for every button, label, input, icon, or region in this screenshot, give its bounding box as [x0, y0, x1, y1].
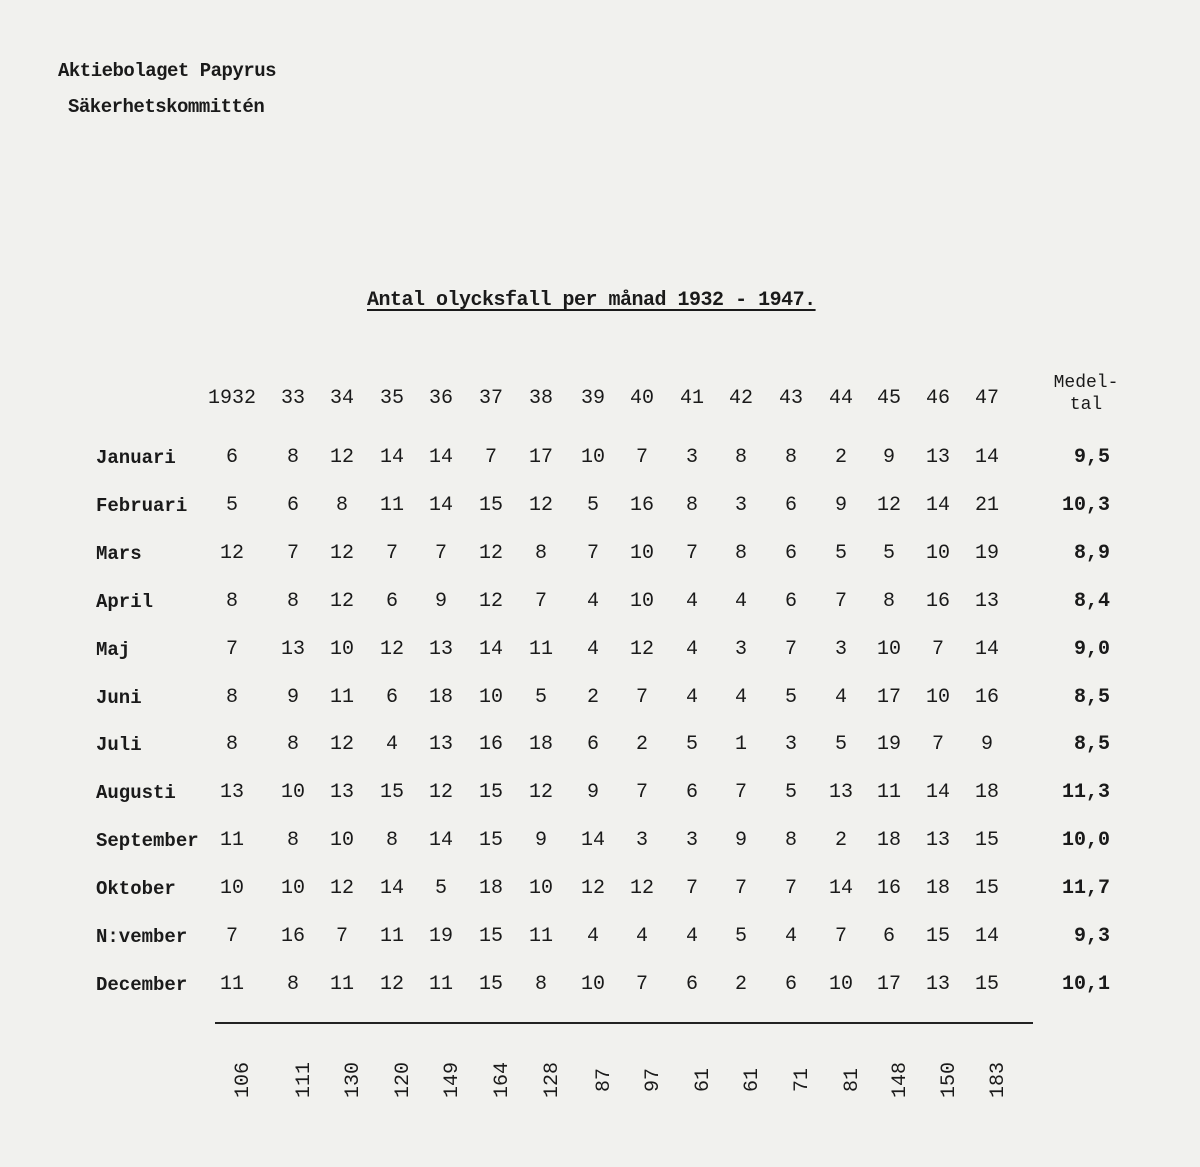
table-cell: 9	[286, 685, 300, 709]
table-cell: 11	[428, 972, 454, 996]
table-cell: 10	[478, 685, 504, 709]
table-cell: 15	[974, 972, 1000, 996]
table-cell: 12	[329, 877, 355, 901]
month-label: Februari	[96, 494, 188, 517]
month-label: Januari	[96, 447, 176, 469]
average-value: 8,9	[1073, 541, 1110, 565]
table-cell: 12	[580, 877, 606, 901]
table-cell: 7	[734, 877, 748, 901]
table-cell: 15	[478, 925, 504, 948]
table-cell: 6	[586, 733, 600, 757]
table-cell: 14	[974, 446, 1000, 469]
table-cell: 15	[974, 829, 1000, 853]
table-cell: 8	[286, 972, 300, 996]
table-cell: 16	[925, 589, 951, 613]
table-cell: 10	[925, 541, 951, 565]
table-cell: 14	[478, 637, 504, 661]
department-name: Säkerhetskommittén	[68, 96, 265, 118]
table-cell: 6	[685, 972, 699, 996]
month-label: December	[96, 973, 188, 996]
year-header: 34	[329, 387, 355, 410]
table-cell: 12	[379, 972, 405, 996]
table-cell: 12	[478, 589, 504, 613]
table-cell: 12	[219, 541, 245, 565]
table-cell: 7	[635, 781, 649, 805]
table-cell: 7	[784, 637, 798, 661]
column-total: 120	[392, 1061, 415, 1099]
table-cell: 12	[329, 541, 355, 565]
table-cell: 7	[635, 972, 649, 996]
table-cell: 6	[784, 972, 798, 996]
average-value: 9,3	[1073, 925, 1110, 948]
table-cell: 9	[434, 589, 448, 613]
table-cell: 5	[734, 925, 748, 948]
column-total: 111	[293, 1061, 316, 1099]
table-cell: 8	[225, 733, 239, 757]
column-total: 71	[791, 1067, 814, 1093]
month-label: April	[96, 590, 154, 613]
table-cell: 10	[629, 589, 655, 613]
table-cell: 10	[580, 446, 606, 469]
table-cell: 6	[784, 541, 798, 565]
month-label: Augusti	[96, 782, 176, 805]
table-cell: 4	[586, 589, 600, 613]
organization-name: Aktiebolaget Papyrus	[58, 60, 277, 82]
table-cell: 3	[734, 493, 748, 517]
table-cell: 3	[635, 829, 649, 853]
table-cell: 4	[586, 637, 600, 661]
table-cell: 12	[528, 493, 554, 517]
table-cell: 18	[428, 685, 454, 709]
table-cell: 7	[635, 446, 649, 469]
table-cell: 13	[329, 781, 355, 805]
table-cell: 18	[478, 877, 504, 901]
table-cell: 7	[484, 446, 498, 469]
table-cell: 8	[286, 829, 300, 853]
column-total: 164	[491, 1061, 514, 1099]
table-cell: 15	[478, 493, 504, 517]
table-cell: 10	[876, 637, 902, 661]
table-cell: 9	[586, 781, 600, 805]
column-total: 61	[741, 1067, 764, 1093]
table-cell: 8	[685, 493, 699, 517]
table-cell: 2	[586, 685, 600, 709]
table-cell: 16	[876, 877, 902, 901]
table-cell: 18	[925, 877, 951, 901]
average-value: 9,5	[1073, 446, 1110, 469]
table-cell: 5	[225, 493, 239, 517]
table-cell: 13	[925, 446, 951, 469]
table-cell: 16	[629, 493, 655, 517]
table-cell: 10	[280, 877, 306, 901]
table-cell: 10	[329, 637, 355, 661]
table-cell: 14	[428, 829, 454, 853]
table-cell: 9	[834, 493, 848, 517]
table-cell: 12	[428, 781, 454, 805]
table-cell: 8	[335, 493, 349, 517]
table-cell: 8	[286, 446, 300, 469]
table-cell: 15	[974, 877, 1000, 901]
table-cell: 15	[478, 972, 504, 996]
table-cell: 13	[925, 972, 951, 996]
table-cell: 14	[828, 877, 854, 901]
table-cell: 14	[974, 637, 1000, 661]
month-label: N:vember	[96, 926, 188, 948]
table-cell: 11	[528, 925, 554, 948]
table-cell: 7	[225, 637, 239, 661]
table-cell: 13	[925, 829, 951, 853]
table-cell: 13	[428, 733, 454, 757]
table-cell: 21	[974, 493, 1000, 517]
table-cell: 4	[784, 925, 798, 948]
table-cell: 11	[876, 781, 902, 805]
table-cell: 15	[478, 829, 504, 853]
table-cell: 7	[784, 877, 798, 901]
table-cell: 15	[925, 925, 951, 948]
table-cell: 4	[635, 925, 649, 948]
table-cell: 2	[834, 829, 848, 853]
table-cell: 11	[379, 493, 405, 517]
table-cell: 6	[385, 589, 399, 613]
table-cell: 10	[528, 877, 554, 901]
table-cell: 8	[225, 589, 239, 613]
table-cell: 8	[286, 733, 300, 757]
year-header: 44	[828, 387, 854, 410]
table-cell: 3	[834, 637, 848, 661]
table-cell: 6	[225, 446, 239, 469]
table-cell: 4	[685, 685, 699, 709]
table-cell: 3	[784, 733, 798, 757]
table-cell: 5	[784, 781, 798, 805]
table-cell: 19	[974, 541, 1000, 565]
year-header: 35	[379, 387, 405, 410]
table-cell: 12	[329, 589, 355, 613]
table-cell: 8	[734, 541, 748, 565]
table-cell: 4	[685, 637, 699, 661]
table-cell: 6	[385, 685, 399, 709]
table-cell: 13	[280, 637, 306, 661]
table-cell: 5	[834, 733, 848, 757]
table-cell: 8	[225, 685, 239, 709]
average-value: 8,5	[1073, 733, 1110, 757]
column-total: 106	[232, 1061, 255, 1099]
table-cell: 8	[286, 589, 300, 613]
year-header: 37	[478, 387, 504, 410]
table-cell: 19	[876, 733, 902, 757]
table-cell: 7	[335, 925, 349, 948]
table-cell: 7	[586, 541, 600, 565]
average-value: 10,1	[1061, 972, 1110, 996]
table-cell: 8	[534, 541, 548, 565]
table-cell: 14	[580, 829, 606, 853]
table-cell: 11	[219, 829, 245, 853]
table-cell: 7	[286, 541, 300, 565]
average-value: 11,7	[1061, 877, 1110, 901]
year-header: 42	[728, 387, 754, 410]
table-cell: 14	[925, 781, 951, 805]
table-cell: 12	[329, 733, 355, 757]
year-header: 40	[629, 387, 655, 410]
table-cell: 17	[528, 446, 554, 469]
table-cell: 15	[379, 781, 405, 805]
column-total: 97	[642, 1067, 665, 1093]
table-cell: 6	[784, 493, 798, 517]
year-header: 41	[679, 387, 705, 410]
average-value: 10,3	[1061, 493, 1110, 517]
year-header: 38	[528, 387, 554, 410]
table-cell: 3	[734, 637, 748, 661]
table-cell: 5	[586, 493, 600, 517]
column-total: 128	[541, 1061, 564, 1099]
table-cell: 14	[428, 493, 454, 517]
table-cell: 19	[428, 925, 454, 948]
table-cell: 2	[734, 972, 748, 996]
table-cell: 9	[980, 733, 994, 757]
table-cell: 12	[478, 541, 504, 565]
table-cell: 18	[876, 829, 902, 853]
table-cell: 9	[534, 829, 548, 853]
table-cell: 10	[329, 829, 355, 853]
table-cell: 6	[286, 493, 300, 517]
year-header: 1932	[207, 387, 257, 410]
table-cell: 1	[734, 733, 748, 757]
table-cell: 3	[685, 446, 699, 469]
table-cell: 18	[528, 733, 554, 757]
table-cell: 12	[629, 877, 655, 901]
year-header: 45	[876, 387, 902, 410]
table-cell: 12	[629, 637, 655, 661]
table-cell: 10	[219, 877, 245, 901]
year-header: 33	[280, 387, 306, 410]
column-total: 183	[987, 1061, 1010, 1099]
year-header: 43	[778, 387, 804, 410]
table-cell: 8	[784, 446, 798, 469]
table-cell: 4	[734, 589, 748, 613]
table-cell: 4	[385, 733, 399, 757]
table-cell: 8	[784, 829, 798, 853]
table-cell: 7	[834, 925, 848, 948]
table-cell: 12	[528, 781, 554, 805]
table-cell: 8	[882, 589, 896, 613]
table-cell: 18	[974, 781, 1000, 805]
column-total: 81	[841, 1067, 864, 1093]
table-cell: 14	[428, 446, 454, 469]
table-cell: 6	[882, 925, 896, 948]
table-cell: 7	[434, 541, 448, 565]
table-cell: 11	[329, 972, 355, 996]
table-cell: 14	[925, 493, 951, 517]
table-cell: 12	[379, 637, 405, 661]
table-cell: 7	[225, 925, 239, 948]
table-cell: 7	[931, 733, 945, 757]
table-cell: 16	[974, 685, 1000, 709]
year-header: 39	[580, 387, 606, 410]
column-total: 61	[692, 1067, 715, 1093]
table-cell: 10	[925, 685, 951, 709]
year-header: 36	[428, 387, 454, 410]
table-cell: 8	[385, 829, 399, 853]
table-cell: 12	[329, 446, 355, 469]
average-value: 8,5	[1073, 685, 1110, 709]
table-cell: 10	[580, 972, 606, 996]
table-cell: 8	[734, 446, 748, 469]
average-value: 9,0	[1073, 637, 1110, 661]
table-cell: 17	[876, 972, 902, 996]
table-cell: 4	[685, 589, 699, 613]
table-cell: 5	[784, 685, 798, 709]
table-cell: 16	[280, 925, 306, 948]
table-cell: 14	[379, 877, 405, 901]
column-total: 130	[342, 1061, 365, 1099]
document-title: Antal olycksfall per månad 1932 - 1947.	[367, 289, 816, 312]
totals-divider	[215, 1022, 1033, 1024]
table-cell: 13	[428, 637, 454, 661]
table-cell: 16	[478, 733, 504, 757]
table-cell: 7	[931, 637, 945, 661]
table-cell: 7	[834, 589, 848, 613]
table-cell: 5	[534, 685, 548, 709]
month-label: Maj	[96, 638, 131, 661]
month-label: Juli	[96, 734, 142, 757]
table-cell: 2	[635, 733, 649, 757]
table-cell: 10	[280, 781, 306, 805]
average-value: 8,4	[1073, 589, 1110, 613]
table-cell: 14	[974, 925, 1000, 948]
table-cell: 14	[379, 446, 405, 469]
table-cell: 6	[784, 589, 798, 613]
table-cell: 17	[876, 685, 902, 709]
table-cell: 15	[478, 781, 504, 805]
table-cell: 9	[734, 829, 748, 853]
month-label: Juni	[96, 686, 142, 709]
column-total: 150	[938, 1061, 961, 1099]
table-cell: 13	[974, 589, 1000, 613]
month-label: Mars	[96, 542, 142, 565]
average-header: Medel- tal	[1053, 373, 1119, 415]
table-cell: 13	[828, 781, 854, 805]
table-cell: 5	[434, 877, 448, 901]
table-cell: 4	[586, 925, 600, 948]
table-cell: 11	[329, 685, 355, 709]
column-total: 149	[441, 1061, 464, 1099]
table-cell: 13	[219, 781, 245, 805]
table-cell: 9	[882, 446, 896, 469]
table-cell: 4	[685, 925, 699, 948]
table-cell: 2	[834, 446, 848, 469]
table-cell: 5	[882, 541, 896, 565]
column-total: 148	[889, 1061, 912, 1099]
table-cell: 5	[834, 541, 848, 565]
table-cell: 4	[734, 685, 748, 709]
table-cell: 5	[685, 733, 699, 757]
column-total: 87	[593, 1067, 616, 1093]
table-cell: 7	[635, 685, 649, 709]
table-cell: 7	[534, 589, 548, 613]
table-cell: 7	[685, 877, 699, 901]
table-cell: 11	[379, 925, 405, 948]
average-value: 11,3	[1061, 781, 1110, 805]
table-cell: 6	[685, 781, 699, 805]
table-cell: 7	[685, 541, 699, 565]
month-label: Oktober	[96, 878, 176, 901]
table-cell: 3	[685, 829, 699, 853]
month-label: September	[96, 830, 199, 853]
table-cell: 11	[528, 637, 554, 661]
table-cell: 10	[629, 541, 655, 565]
year-header: 47	[974, 387, 1000, 410]
table-cell: 7	[734, 781, 748, 805]
table-cell: 7	[385, 541, 399, 565]
table-cell: 8	[534, 972, 548, 996]
table-cell: 4	[834, 685, 848, 709]
table-cell: 12	[876, 493, 902, 517]
table-cell: 11	[219, 972, 245, 996]
average-value: 10,0	[1061, 829, 1110, 853]
year-header: 46	[925, 387, 951, 410]
table-cell: 10	[828, 972, 854, 996]
